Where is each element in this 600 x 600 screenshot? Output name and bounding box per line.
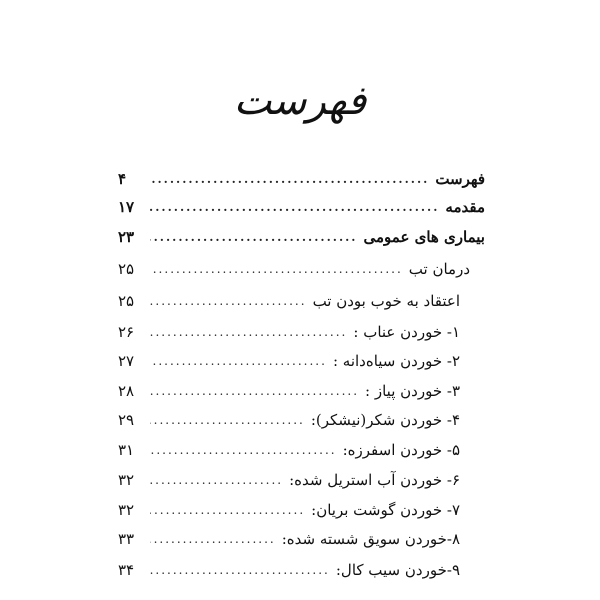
toc-entry-label: فهرست — [435, 170, 485, 188]
toc-entry-page: ۲۳ — [118, 228, 135, 246]
dot-leader — [150, 471, 283, 489]
toc-entry-page: ۲۵ — [118, 292, 135, 310]
toc-entry-page: ۳۳ — [118, 530, 135, 548]
toc-entry-label: ۴- خوردن شکر(نیشکر): — [310, 411, 460, 429]
toc-entry — [118, 465, 460, 489]
toc-entry — [118, 317, 460, 341]
toc-entry-label: ۹-خوردن سیب کال: — [335, 561, 460, 579]
toc-entry-page: ۲۷ — [118, 352, 135, 370]
dot-leader — [150, 382, 359, 400]
dot-leader — [150, 501, 305, 519]
toc-entry-label: بیماری های عمومی — [363, 228, 485, 246]
dot-leader — [150, 561, 330, 579]
toc-entry-label: ۵- خوردن اسفرزه: — [342, 441, 460, 459]
dot-leader — [150, 198, 439, 216]
toc-entry-page: ۲۹ — [118, 411, 135, 429]
toc-entry — [118, 192, 485, 216]
toc-entry-label: مقدمه — [445, 198, 485, 216]
toc-entry-page: ۱۷ — [118, 198, 135, 216]
toc-entry — [118, 346, 460, 370]
toc-entry — [118, 524, 460, 548]
toc-entry — [118, 376, 460, 400]
toc-entry-label: ۲- خوردن سیاه‌دانه : — [332, 352, 460, 370]
toc-entry-label: ۳- خوردن پیاز : — [365, 382, 460, 400]
dot-leader — [150, 323, 347, 341]
toc-entry-label: اعتقاد به خوب بودن تب — [312, 292, 460, 310]
dot-leader — [150, 292, 307, 310]
toc-entry-label: ۸-خوردن سویق شسته شده: — [281, 530, 460, 548]
toc-entry-page: ۲۸ — [118, 382, 135, 400]
toc-entry-label: ۶- خوردن آب استریل شده: — [289, 471, 460, 489]
toc-entry-label: ۷- خوردن گوشت بریان: — [311, 501, 460, 519]
dot-leader — [150, 441, 337, 459]
dot-leader — [150, 228, 357, 246]
toc-entry — [118, 286, 460, 310]
toc-entry — [118, 254, 470, 278]
toc-entry — [118, 222, 485, 246]
toc-entry — [118, 555, 460, 579]
dot-leader — [150, 530, 276, 548]
dot-leader — [150, 260, 403, 278]
toc-entry-page: ۳۱ — [118, 441, 135, 459]
toc-entry-label: ۱- خوردن عناب : — [353, 323, 460, 341]
toc-entry-page: ۴ — [118, 170, 127, 188]
toc-entry — [118, 164, 485, 188]
toc-entry-page: ۳۴ — [118, 561, 135, 579]
toc-entry — [118, 405, 460, 429]
dot-leader — [150, 170, 429, 188]
page-title: فهرست — [233, 78, 367, 124]
toc-entry — [118, 495, 460, 519]
toc-entry-page: ۳۲ — [118, 471, 135, 489]
dot-leader — [150, 411, 305, 429]
toc-entry-page: ۲۶ — [118, 323, 135, 341]
toc-entry-page: ۲۵ — [118, 260, 135, 278]
toc-entry — [118, 435, 460, 459]
toc-entry-page: ۳۲ — [118, 501, 135, 519]
toc-entry-label: درمان تب — [408, 260, 470, 278]
dot-leader — [150, 352, 327, 370]
